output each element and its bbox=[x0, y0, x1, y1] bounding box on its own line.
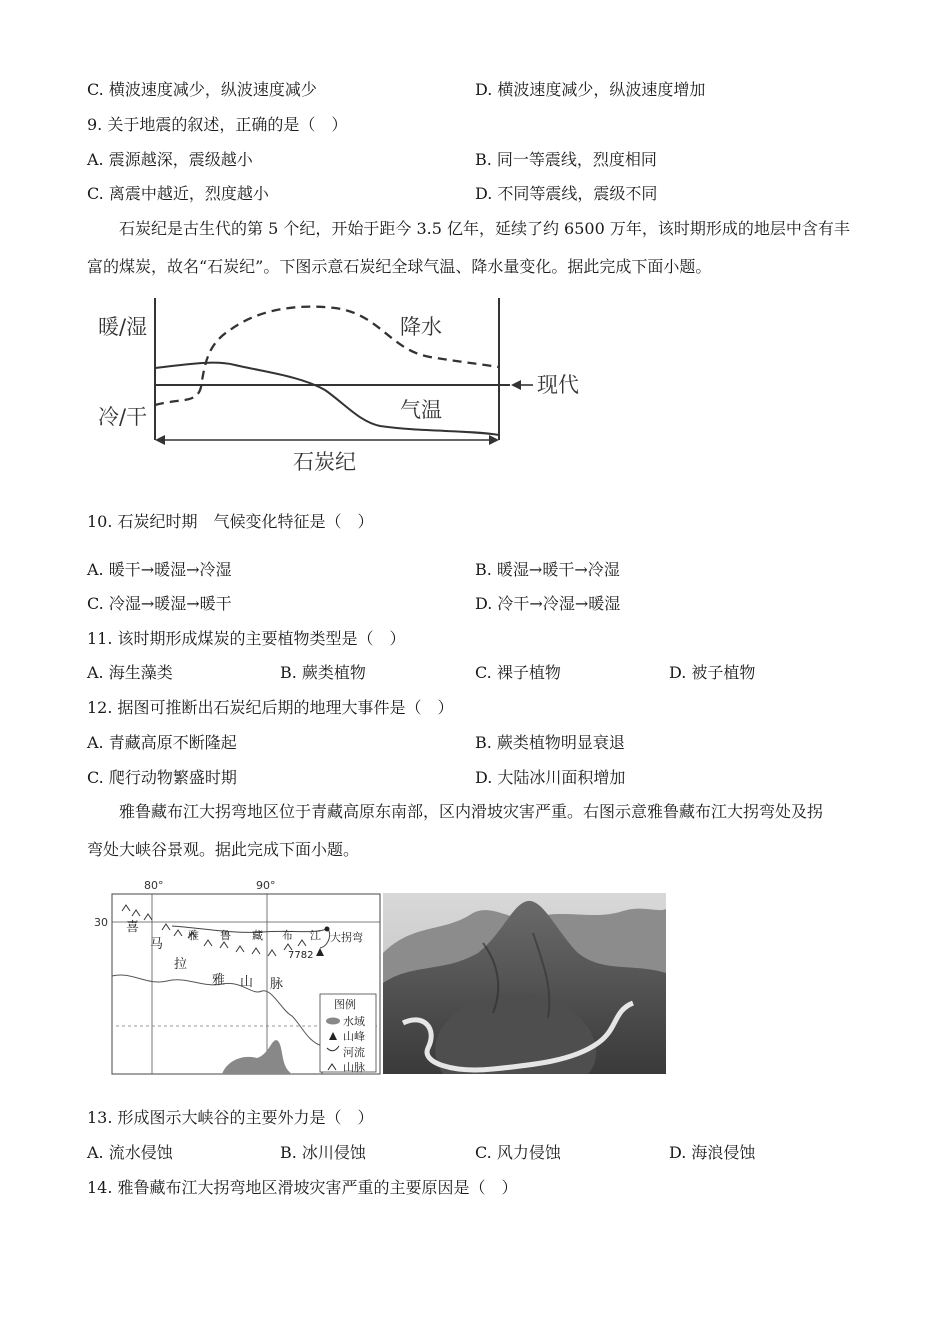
q13-option-c: C. 风力侵蚀 bbox=[475, 1143, 561, 1162]
q11-option-b: B. 蕨类植物 bbox=[280, 663, 366, 682]
label-temperature: 气温 bbox=[400, 398, 442, 422]
great-bend-dot bbox=[325, 927, 330, 932]
q9-option-b: B. 同一等震线，烈度相同 bbox=[475, 150, 657, 169]
q13-option-a: A. 流水侵蚀 bbox=[87, 1143, 173, 1162]
q11-option-d: D. 被子植物 bbox=[669, 663, 756, 682]
q10-option-b: B. 暖湿→暖干→冷湿 bbox=[475, 560, 620, 579]
canyon-photo bbox=[383, 893, 666, 1074]
q9-option-d: D. 不同等震线，震级不同 bbox=[475, 184, 658, 203]
passage2-line1: 雅鲁藏布江大拐弯地区位于青藏高原东南部，区内滑坡灾害严重。右图示意雅鲁藏布江大拐弯处及拐 bbox=[119, 802, 824, 821]
lon-90-label: 90° bbox=[256, 879, 276, 892]
q9-stem: 9. 关于地震的叙述，正确的是（ ） bbox=[87, 115, 348, 134]
q9-option-a: A. 震源越深，震级越小 bbox=[87, 150, 253, 169]
q9-option-c: C. 离震中越近，烈度越小 bbox=[87, 184, 269, 203]
map-label-ya: 雅 bbox=[212, 973, 226, 988]
river-label-lu: 鲁 bbox=[220, 929, 231, 942]
passage1-line2: 富的煤炭，故名“石炭纪”。下图示意石炭纪全球气温、降水量变化。据此完成下面小题。 bbox=[87, 257, 712, 276]
q12-option-b: B. 蕨类植物明显衰退 bbox=[475, 733, 625, 752]
legend-water-icon bbox=[326, 1018, 340, 1025]
q12-option-c: C. 爬行动物繁盛时期 bbox=[87, 768, 237, 787]
legend-mountain: 山脉 bbox=[343, 1061, 365, 1074]
period-arrow-left bbox=[155, 435, 165, 445]
q13-option-d: D. 海浪侵蚀 bbox=[669, 1143, 756, 1162]
q12-stem: 12. 据图可推断出石炭纪后期的地理大事件是（ ） bbox=[87, 698, 454, 717]
river-label-ya: 雅 bbox=[188, 929, 199, 942]
q10-option-c: C. 冷湿→暖湿→暖干 bbox=[87, 594, 232, 613]
q11-option-c: C. 裸子植物 bbox=[475, 663, 561, 682]
yarlung-bend-map bbox=[92, 876, 382, 1076]
passage1-line1: 石炭纪是古生代的第 5 个纪，开始于距今 3.5 亿年，延续了约 6500 万年，该时期形成的地层中含有丰 bbox=[119, 219, 850, 238]
map-label-la: 拉 bbox=[174, 957, 188, 972]
modern-arrow-head bbox=[511, 380, 521, 390]
carboniferous-climate-figure bbox=[90, 292, 590, 477]
q8-option-c: C. 横波速度减少，纵波速度减少 bbox=[87, 80, 317, 99]
label-carboniferous: 石炭纪 bbox=[293, 450, 356, 474]
q14-stem: 14. 雅鲁藏布江大拐弯地区滑坡灾害严重的主要原因是（ ） bbox=[87, 1178, 518, 1197]
map-label-ma: 马 bbox=[150, 937, 164, 952]
map-label-shan: 山 bbox=[240, 975, 254, 990]
legend-river: 河流 bbox=[343, 1046, 365, 1059]
river-label-bu: 布 bbox=[282, 929, 293, 942]
q13-option-b: B. 冰川侵蚀 bbox=[280, 1143, 366, 1162]
label-cold-dry: 冷/干 bbox=[98, 405, 148, 429]
river-label-jiang: 江 bbox=[310, 929, 321, 942]
q10-option-a: A. 暖干→暖湿→冷湿 bbox=[87, 560, 232, 579]
map-label-mai: 脉 bbox=[270, 977, 284, 992]
lat-30-label: 30 bbox=[94, 916, 108, 929]
great-bend-label: 大拐弯 bbox=[330, 931, 363, 944]
map-label-xi: 喜 bbox=[126, 920, 140, 935]
label-precipitation: 降水 bbox=[400, 315, 442, 339]
legend-peak: 山峰 bbox=[343, 1030, 365, 1043]
river-label-zang: 藏 bbox=[252, 929, 263, 942]
temperature-curve bbox=[155, 363, 499, 435]
legend-title: 图例 bbox=[334, 998, 356, 1011]
passage2-line2: 弯处大峡谷景观。据此完成下面小题。 bbox=[87, 840, 360, 859]
q8-option-d: D. 横波速度减少，纵波速度增加 bbox=[475, 80, 706, 99]
q11-option-a: A. 海生藻类 bbox=[87, 663, 173, 682]
period-arrow-right bbox=[489, 435, 499, 445]
q12-option-d: D. 大陆冰川面积增加 bbox=[475, 768, 626, 787]
lon-80-label: 80° bbox=[144, 879, 164, 892]
label-modern: 现代 bbox=[537, 373, 579, 397]
legend-water: 水域 bbox=[343, 1015, 365, 1028]
q10-stem: 10. 石炭纪时期 气候变化特征是（ ） bbox=[87, 512, 374, 531]
q12-option-a: A. 青藏高原不断隆起 bbox=[87, 733, 237, 752]
q10-option-d: D. 冷干→冷湿→暖湿 bbox=[475, 594, 621, 613]
label-warm-wet: 暖/湿 bbox=[98, 315, 148, 339]
q11-stem: 11. 该时期形成煤炭的主要植物类型是（ ） bbox=[87, 629, 406, 648]
peak-height-label: 7782 bbox=[288, 950, 314, 961]
q13-stem: 13. 形成图示大峡谷的主要外力是（ ） bbox=[87, 1108, 374, 1127]
